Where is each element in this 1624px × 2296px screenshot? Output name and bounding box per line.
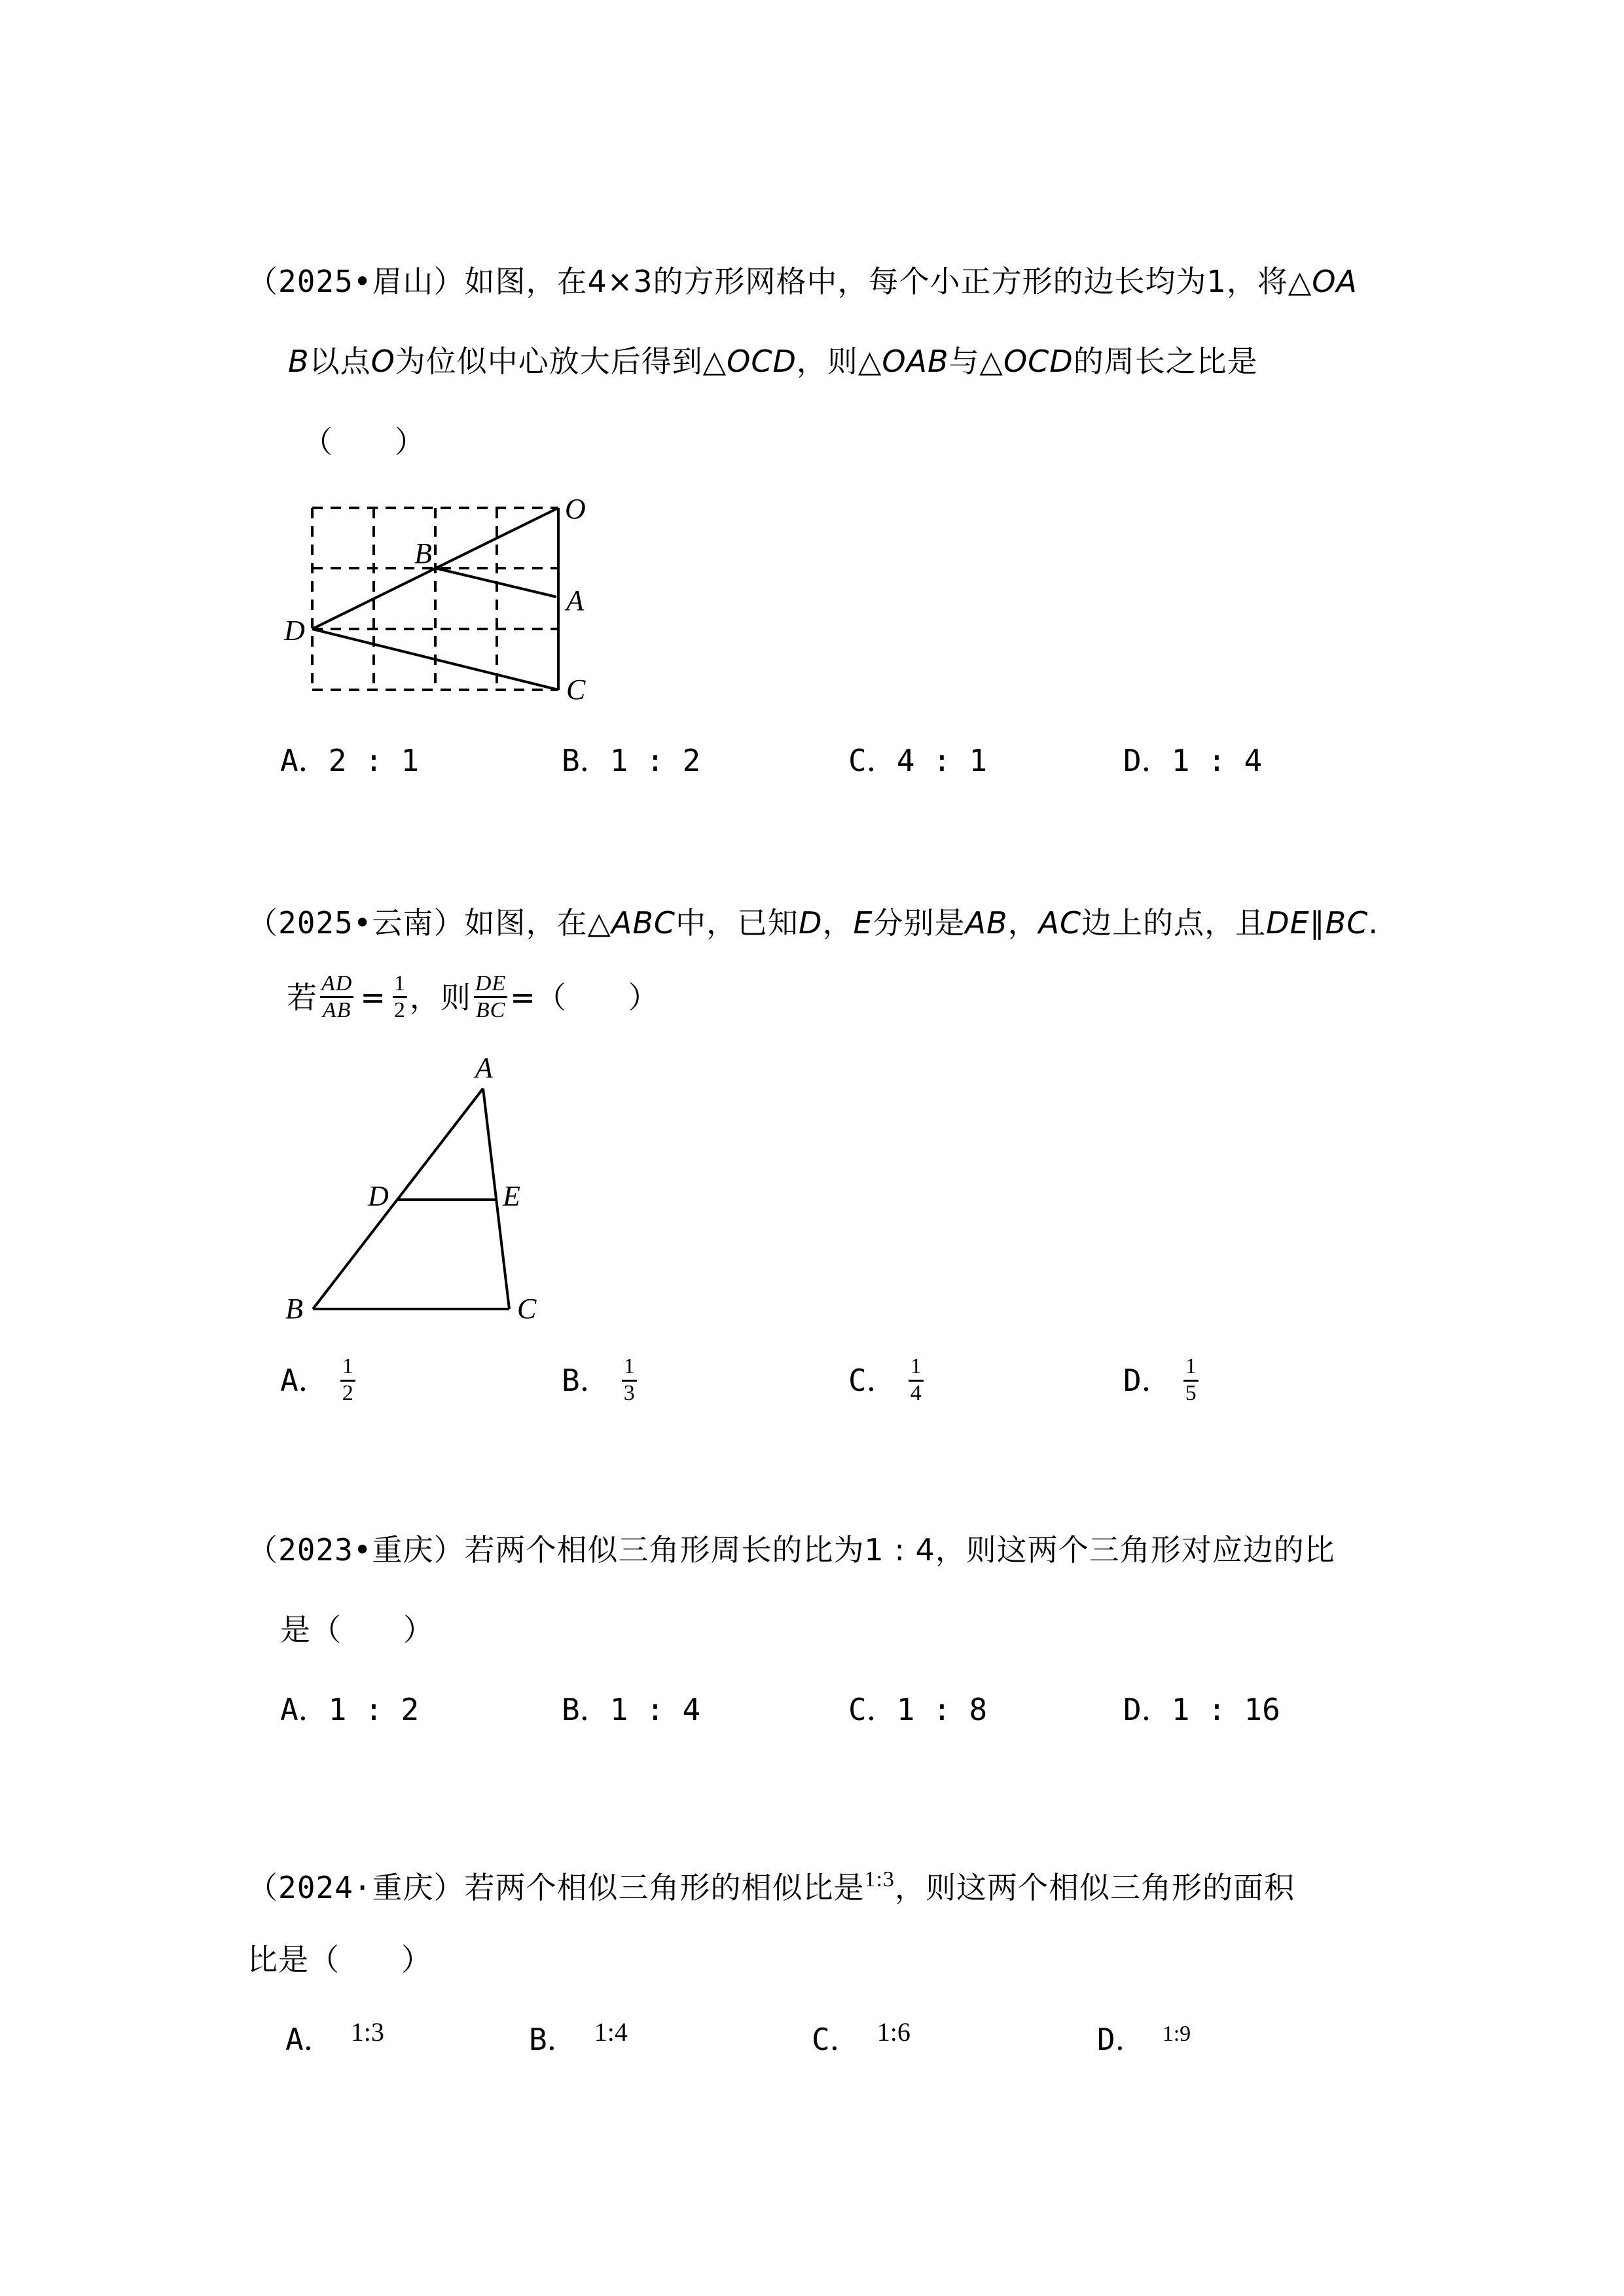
question-4-line-2: 比是（ ）	[247, 1942, 432, 1977]
fraction-ad-ab: $\frac{AD}{AB}$	[321, 971, 353, 1022]
answer-blank: （ ）	[302, 424, 425, 459]
fraction-de-bc: $\frac{DE}{BC}$	[475, 971, 507, 1022]
fraction-one-half: $\frac{1}{2}$	[393, 971, 406, 1022]
label-B: B	[414, 537, 432, 569]
label-D: D	[368, 1180, 389, 1212]
question-4-line-1: （2024·重庆）若两个相似三角形的相似比是$^{1:3}$，则这两个相似三角形的面积	[247, 1867, 1295, 1905]
option-a[interactable]: A．2 : 1	[280, 743, 420, 778]
option-c[interactable]: C．1 : 8	[848, 1692, 988, 1727]
option-b[interactable]: B． 1 3	[562, 1355, 637, 1405]
option-b[interactable]: B． 1:4	[529, 2017, 628, 2057]
option-d[interactable]: D．1 : 16	[1123, 1692, 1280, 1727]
question-1-line-1: （2025•眉山）如图，在4×3的方形网格中，每个小正方形的边长均为1，将△OA	[247, 264, 1358, 299]
dashed-grid	[312, 508, 558, 690]
question-2-line-2: 若 $\frac{AD}{AB}$ = $\frac{1}{2}$ ，则 $\frac{DE}{BC}$ =（ ）	[287, 971, 659, 1022]
question-2-line-1: （2025•云南）如图，在△ABC中，已知D，E分别是AB，AC边上的点，且DE∥BC.	[247, 905, 1379, 941]
question-source: （2025•云南）	[247, 905, 465, 941]
label-O: O	[565, 493, 586, 525]
label-A: A	[475, 1052, 493, 1084]
question-3-line-2: 是（ ）	[280, 1612, 434, 1647]
option-d[interactable]: D． $^{1:9}$	[1097, 2022, 1191, 2057]
ratio-inline: 1:3	[864, 1867, 895, 1892]
option-a[interactable]: A．1 : 2	[280, 1692, 420, 1727]
question-1-line-2: B以点O为位似中心放大后得到△OCD，则△OAB与△OCD的周长之比是	[288, 344, 1258, 379]
question-3-line-1: （2023•重庆）若两个相似三角形周长的比为1 : 4，则这两个三角形对应边的比	[247, 1532, 1335, 1568]
question-source: （2023•重庆）	[247, 1532, 465, 1568]
label-B: B	[285, 1293, 303, 1325]
label-A: A	[566, 584, 584, 617]
option-d[interactable]: D．1 : 4	[1123, 743, 1263, 778]
option-d[interactable]: D． 1 5	[1123, 1355, 1199, 1405]
answer-blank: =（ ）	[510, 979, 659, 1015]
option-c[interactable]: C． 1:6	[812, 2017, 911, 2057]
label-C: C	[566, 673, 586, 706]
label-D: D	[284, 615, 305, 647]
option-b[interactable]: B．1 : 4	[562, 1692, 701, 1727]
option-c[interactable]: C． 1 4	[848, 1355, 924, 1405]
label-E: E	[503, 1180, 520, 1212]
question-source: （2025•眉山）	[247, 264, 465, 299]
option-b[interactable]: B．1 : 2	[562, 743, 701, 778]
label-C: C	[517, 1293, 537, 1325]
question-source: （2024·重庆）	[247, 1870, 465, 1905]
option-a[interactable]: A． 1 2	[280, 1355, 355, 1405]
option-a[interactable]: A． 1:3	[285, 2017, 384, 2057]
figure-triangle-abc	[275, 1041, 550, 1342]
option-c[interactable]: C．4 : 1	[848, 743, 988, 778]
figure-homothety-grid	[275, 484, 615, 707]
